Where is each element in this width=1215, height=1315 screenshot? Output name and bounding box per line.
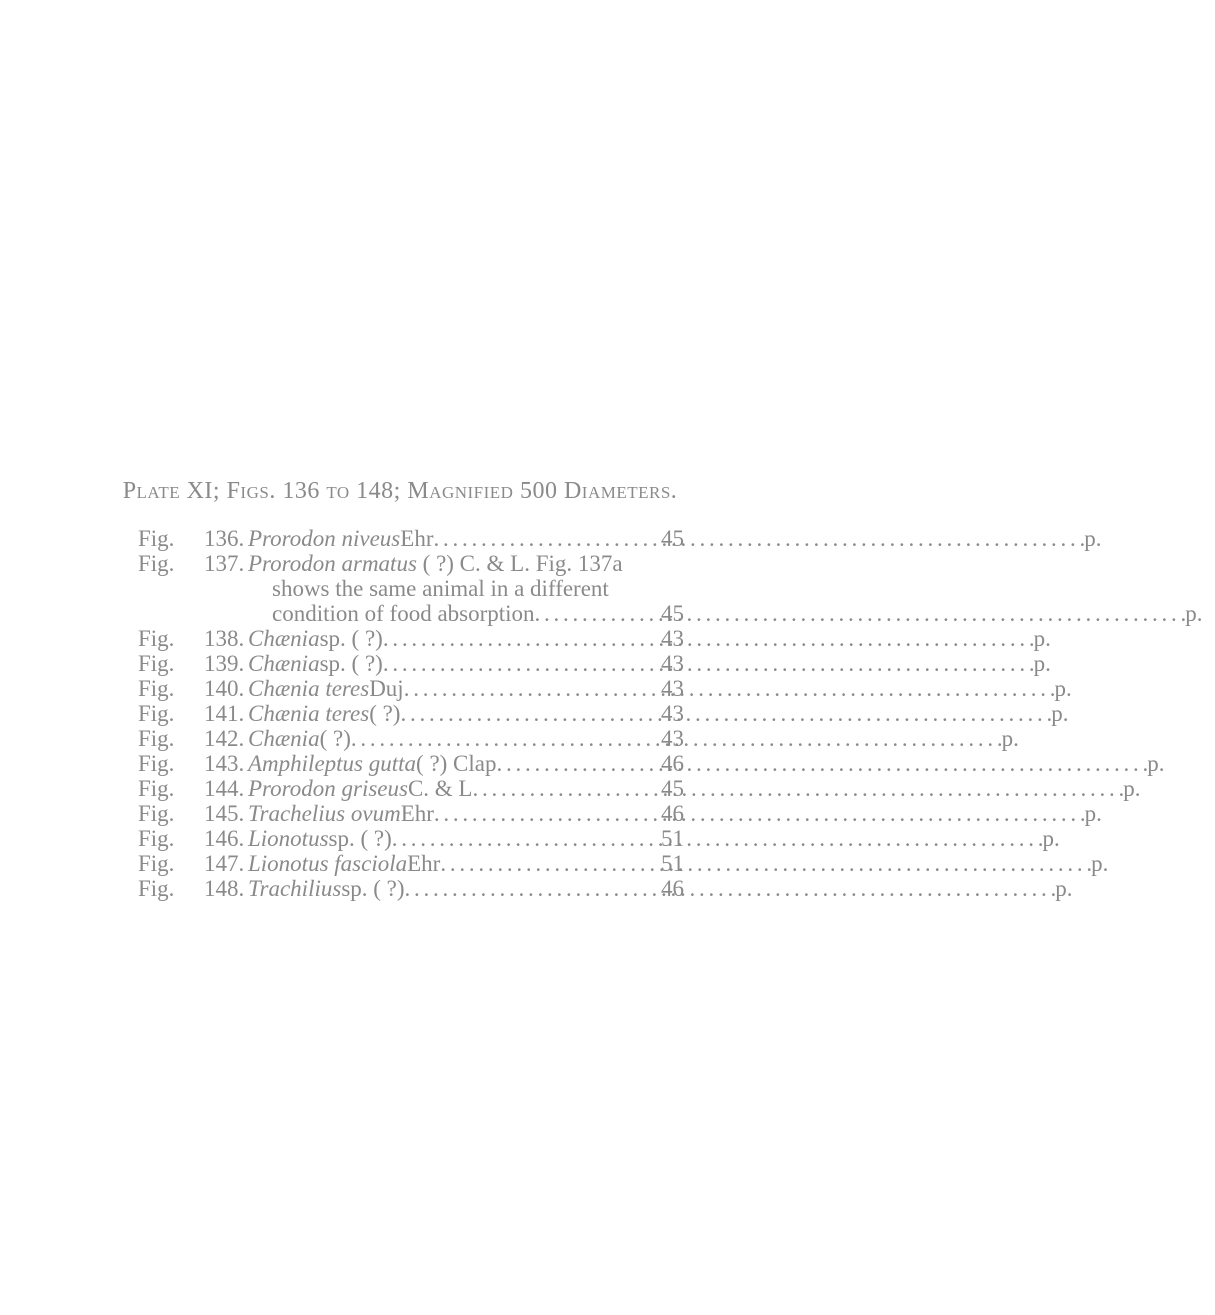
species-author: sp. ( ?) [341,876,405,901]
page-number: 45 [661,776,684,801]
list-item [138,626,1051,651]
dot-leader [400,701,1051,726]
page-abbrev: p. [1051,701,1069,726]
fig-number: 146. [204,826,245,851]
page-number: 45 [661,601,684,626]
species-author: ( ?) C. & L. Fig. 137a [416,551,623,576]
species-name: Chænia teres [248,701,370,726]
page-abbrev: p. [1042,826,1060,851]
fig-number: 145. [204,801,245,826]
species-name: Prorodon armatus [248,551,417,576]
dot-leader [404,676,1055,701]
fig-number: 137. [204,551,245,576]
page-abbrev: p. [1054,676,1072,701]
fig-label: Fig. [138,826,175,851]
species-author: ( ?) [319,726,351,751]
dot-leader [497,751,1148,776]
dot-leader [392,826,1043,851]
list-item [138,751,1165,776]
list-item [138,851,1109,876]
fig-label: Fig. [138,551,175,576]
fig-label: Fig. [138,526,175,551]
list-item [138,801,1102,826]
dot-leader [433,526,1084,551]
species-author: sp. ( ?) [328,826,392,851]
fig-label: Fig. [138,801,175,826]
fig-label: Fig. [138,676,175,701]
description-line: condition of food absorption [272,601,535,626]
page-number: 51 [661,826,684,851]
fig-label: Fig. [138,876,175,901]
species-author: Ehr [400,526,434,551]
entry-body [248,776,1153,801]
entry-body [248,751,1177,776]
species-name: Lionotus fasciola [248,851,408,876]
entry-body [248,551,1215,626]
fig-number: 143. [204,751,245,776]
species-name: Chænia [248,726,320,751]
species-author: Duj [369,676,404,701]
page-abbrev: p. [1055,876,1073,901]
list-item [138,551,1203,626]
page-number: 43 [661,701,684,726]
dot-leader [440,851,1091,876]
fig-label: Fig. [138,701,175,726]
entry-body [248,851,1121,876]
dot-leader [535,601,1186,626]
fig-number: 139. [204,651,245,676]
species-author: C. & L [407,776,473,801]
fig-label: Fig. [138,651,175,676]
species-author: ( ?) [369,701,401,726]
page-number: 43 [661,626,684,651]
page-number: 43 [661,726,684,751]
species-author: sp. ( ?) [319,651,383,676]
species-author: Ehr [407,851,441,876]
species-name: Trachelius ovum [248,801,401,826]
list-item [138,651,1051,676]
fig-label: Fig. [138,726,175,751]
fig-number: 148. [204,876,245,901]
dot-leader [405,876,1056,901]
list-item [138,701,1069,726]
list-item [138,826,1060,851]
figure-list [138,526,1203,901]
species-author: Ehr [400,801,434,826]
species-name: Chænia [248,651,320,676]
fig-number: 141. [204,701,245,726]
page-number: 46 [661,751,684,776]
list-item [138,676,1072,701]
species-author: sp. ( ?) [319,626,383,651]
page-number: 45 [661,526,684,551]
fig-number: 138. [204,626,245,651]
fig-number: 136. [204,526,245,551]
species-name: Trachilius [248,876,342,901]
species-name: Lionotus [248,826,329,851]
fig-label: Fig. [138,851,175,876]
page-number: 46 [661,876,684,901]
species-author: ( ?) Clap [416,751,497,776]
page-abbrev: p. [1123,776,1141,801]
page-number: 43 [661,651,684,676]
list-item [138,876,1073,901]
dot-leader [434,801,1085,826]
fig-number: 144. [204,776,245,801]
page-abbrev: p. [1185,601,1203,626]
list-item [138,726,1019,751]
page-abbrev: p. [1001,726,1019,751]
fig-number: 140. [204,676,245,701]
page-abbrev: p. [1084,526,1102,551]
species-name: Chænia teres [248,676,370,701]
description-line: shows the same animal in a different [272,576,609,601]
dot-leader [383,626,1034,651]
page-abbrev: p. [1033,626,1051,651]
species-name: Chænia [248,626,320,651]
species-name: Prorodon niveus [248,526,401,551]
list-item [138,526,1102,551]
species-name: Prorodon griseus [248,776,408,801]
list-item [138,776,1141,801]
page-number: 51 [661,851,684,876]
dot-leader [383,651,1034,676]
fig-number: 147. [204,851,245,876]
dot-leader [472,776,1123,801]
page-abbrev: p. [1091,851,1109,876]
page-abbrev: p. [1033,651,1051,676]
page-abbrev: p. [1147,751,1165,776]
fig-number: 142. [204,726,245,751]
page-number: 43 [661,676,684,701]
plate-title: Plate XI; Figs. 136 to 148; Magnified 500 Diameters. [122,478,678,504]
fig-label: Fig. [138,626,175,651]
species-name: Amphileptus gutta [248,751,417,776]
fig-label: Fig. [138,776,175,801]
page-abbrev: p. [1084,801,1102,826]
page-number: 46 [661,801,684,826]
fig-label: Fig. [138,751,175,776]
